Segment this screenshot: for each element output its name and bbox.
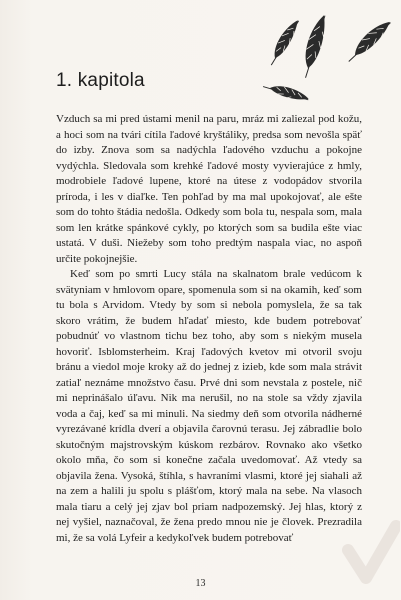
- feathers-illustration-icon: [250, 10, 400, 105]
- chapter-body: [56, 112, 362, 546]
- paragraph-1: Vzduch sa mi pred ústami menil na paru, mráz mi zaliezal pod kožu, a hoci som na tvári cítila ľadové kryštáliky, predsa som nevošla späť do izby. Znova som sa nadýchla ľadového vzduchu a pokojne vydýchla. Sledovala som krehké ľadové mosty vyvierajúce z hmly, modrobiele ľadové lupene, ktoré na útese z vodopádov stvorila príroda, i les v diaľke. Ten pohľad by ma mal upokojovať, ale ešte som do tohto štádia nedošla. Odkedy som bola tu, nespala som, mala som len krátke spánkové cykly, po ktorých som sa budila ešte viac ustatá. V duši. Niežeby som toho predtým naspala viac, no aspoň určite pokojnejšie.: [56, 113, 362, 265]
- page-number: 13: [195, 578, 206, 589]
- watermark-check-icon: [340, 520, 400, 590]
- paragraph-2: Keď som po smrti Lucy stála na skalnatom brale vedúcom k svätyniam v hmlovom opare, spomenula som si na okamih, keď som tu bola s Arvidom. Vtedy by som si nebola pomyslela, že sa tak skoro vrátim, že budem hľadať miesto, kde budem potrebovať pobudnúť vo vlastnom tichu bez toho, aby som s niekým musela hovoriť. Isblomsterheim. Kraj ľadových kvetov mi otvoril svoju bránu a viedol moje kroky až do jednej z izieb, kde som mala strávit zatiaľ neznáme množstvo času. Prvé dni som nevstala z postele, nič mi neprinášalo úľavu. Nik ma nerušil, no na stole sa vždy zjavila voda a čaj, keď sa mi minuli. Na siedmy deň som otvorila nádherné vyrezávané krídla dverí a objavila čarovnú terasu. Jej zábradlie bolo skutočným majstrovským kúskom rezbárov. Rovnako ako všetko okolo mňa, čo som si konečne začala uvedomovať. Až vtedy sa objavila žena. Vysoká, štíhla, s havraními vlasmi, ktoré jej siahali až na zem a halili ju spolu s plášťom, ktorý mala na sebe. Na vlasoch mala tiaru a celý jej zjav bol priam nadpozemský. Jej hlas, ktorý z nej vyšiel, naznačoval, že žena predo mnou nie je človek. Prezradila mi, že sa volá Lyfeir a kedykoľvek budem potrebovať: [56, 268, 362, 544]
- chapter-title: 1. kapitola: [56, 70, 145, 91]
